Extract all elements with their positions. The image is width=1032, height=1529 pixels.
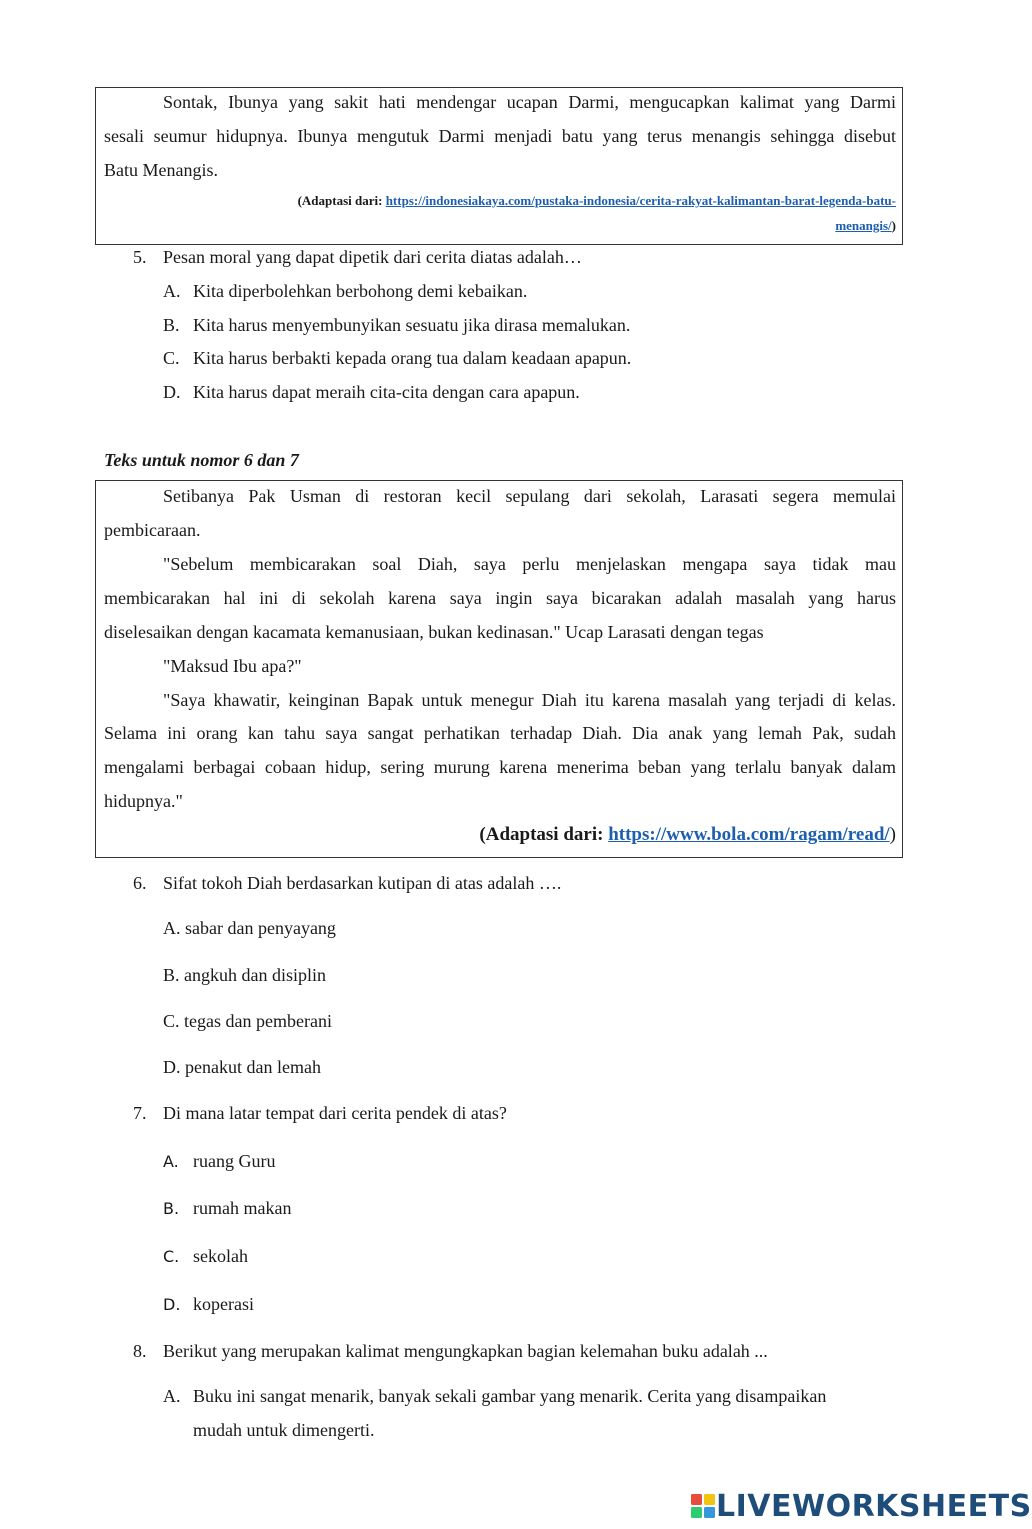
passage2-p4-line1: "Saya khawatir, keinginan Bapak untuk menegur Diah itu karena masalah yang terjadi di kelas. xyxy=(163,690,896,710)
q5-option-b-letter: B. xyxy=(163,315,180,335)
source-label: (Adaptasi dari: xyxy=(297,193,386,208)
q5-option-c[interactable]: Kita harus berbakti kepada orang tua dalam keadaan apapun. xyxy=(193,348,632,368)
passage1-line1: Sontak, Ibunya yang sakit hati mendengar ucapan Darmi, mengucapkan kalimat yang Darmi xyxy=(163,92,896,112)
q5-option-b[interactable]: Kita harus menyembunyikan sesuatu jika dirasa memalukan. xyxy=(193,315,631,335)
passage2-p4-line4: hidupnya." xyxy=(104,791,183,811)
q7-option-a-letter: A. xyxy=(163,1152,179,1171)
source-close: ) xyxy=(891,218,896,233)
passage2-p2-line1: "Sebelum membicarakan soal Diah, saya perlu menjelaskan mengapa saya tidak mau xyxy=(163,554,896,574)
q5-option-d[interactable]: Kita harus dapat meraih cita-cita dengan cara apapun. xyxy=(193,382,580,402)
passage2-p1-line2: pembicaraan. xyxy=(104,520,201,540)
passage1-line3: Batu Menangis. xyxy=(104,160,218,180)
q8-question: Berikut yang merupakan kalimat mengungkapkan bagian kelemahan buku adalah ... xyxy=(163,1341,768,1361)
passage2-p2-line2: membicarakan hal ini di sekolah karena saya ingin saya bicarakan adalah masalah yang harus xyxy=(104,588,896,608)
source-close-2: ) xyxy=(889,824,896,845)
passage2-p1-line1: Setibanya Pak Usman di restoran kecil sepulang dari sekolah, Larasati segera memulai xyxy=(163,486,896,506)
q5-option-d-letter: D. xyxy=(163,382,181,402)
q6-option-d[interactable]: D. penakut dan lemah xyxy=(163,1057,321,1077)
passage2-source xyxy=(479,824,896,846)
q7-number: 7. xyxy=(133,1103,147,1123)
source-link-1-cont[interactable]: menangis/ xyxy=(835,218,892,233)
liveworksheets-logo-text: LIVEWORKSHEETS xyxy=(716,1488,1032,1524)
section-heading: Teks untuk nomor 6 dan 7 xyxy=(104,450,299,470)
q5-option-a[interactable]: Kita diperbolehkan berbohong demi kebaikan. xyxy=(193,281,528,301)
q6-number: 6. xyxy=(133,873,147,893)
source-label-2: (Adaptasi dari: xyxy=(479,824,609,845)
passage2-p4-line3: mengalami berbagai cobaan hidup, sering murung karena menerima beban yang terlalu banyak dalam xyxy=(104,757,896,777)
q5-option-c-letter: C. xyxy=(163,348,180,368)
passage2-p4-line2: Selama ini orang kan tahu saya sangat perhatikan terhadap Diah. Dia anak yang lemah Pak, sudah xyxy=(104,723,896,743)
passage2-p3-line1: "Maksud Ibu apa?" xyxy=(163,656,302,676)
q7-option-c[interactable]: sekolah xyxy=(193,1246,248,1266)
q7-option-b-letter: B. xyxy=(163,1199,180,1218)
q8-option-a-line1[interactable]: Buku ini sangat menarik, banyak sekali gambar yang menarik. Cerita yang disampaikan xyxy=(193,1386,827,1406)
source-link-2[interactable]: https://www.bola.com/ragam/read/ xyxy=(608,824,890,845)
q7-option-a[interactable]: ruang Guru xyxy=(193,1151,276,1171)
q6-option-a[interactable]: A. sabar dan penyayang xyxy=(163,918,336,938)
q7-option-b[interactable]: rumah makan xyxy=(193,1198,292,1218)
passage1-source-cont xyxy=(835,218,896,234)
q6-option-c[interactable]: C. tegas dan pemberani xyxy=(163,1011,332,1031)
source-link-1[interactable]: https://indonesiakaya.com/pustaka-indonesia/cerita-rakyat-kalimantan-barat-legenda-batu- xyxy=(385,193,896,208)
q5-option-a-letter: A. xyxy=(163,281,181,301)
q7-option-d[interactable]: koperasi xyxy=(193,1294,254,1314)
liveworksheets-logo-icon xyxy=(690,1492,716,1520)
q8-option-a-letter: A. xyxy=(163,1386,181,1406)
q5-number: 5. xyxy=(133,247,147,267)
q7-option-d-letter: D. xyxy=(163,1295,181,1314)
q5-question: Pesan moral yang dapat dipetik dari cerita diatas adalah… xyxy=(163,247,582,267)
liveworksheets-logo xyxy=(690,1488,1032,1524)
q8-option-a-line2[interactable]: mudah untuk dimengerti. xyxy=(193,1420,375,1440)
q6-option-b[interactable]: B. angkuh dan disiplin xyxy=(163,965,326,985)
q7-option-c-letter: C. xyxy=(163,1247,180,1266)
q7-question: Di mana latar tempat dari cerita pendek di atas? xyxy=(163,1103,507,1123)
q6-question: Sifat tokoh Diah berdasarkan kutipan di atas adalah …. xyxy=(163,873,562,893)
q8-number: 8. xyxy=(133,1341,147,1361)
passage1-line2: sesali seumur hidupnya. Ibunya mengutuk Darmi menjadi batu yang terus menangis sehingga disebut xyxy=(104,126,896,146)
passage2-p2-line3: diselesaikan dengan kacamata kemanusiaan, bukan kedinasan." Ucap Larasati dengan tegas xyxy=(104,622,764,642)
passage1-source xyxy=(298,193,896,209)
